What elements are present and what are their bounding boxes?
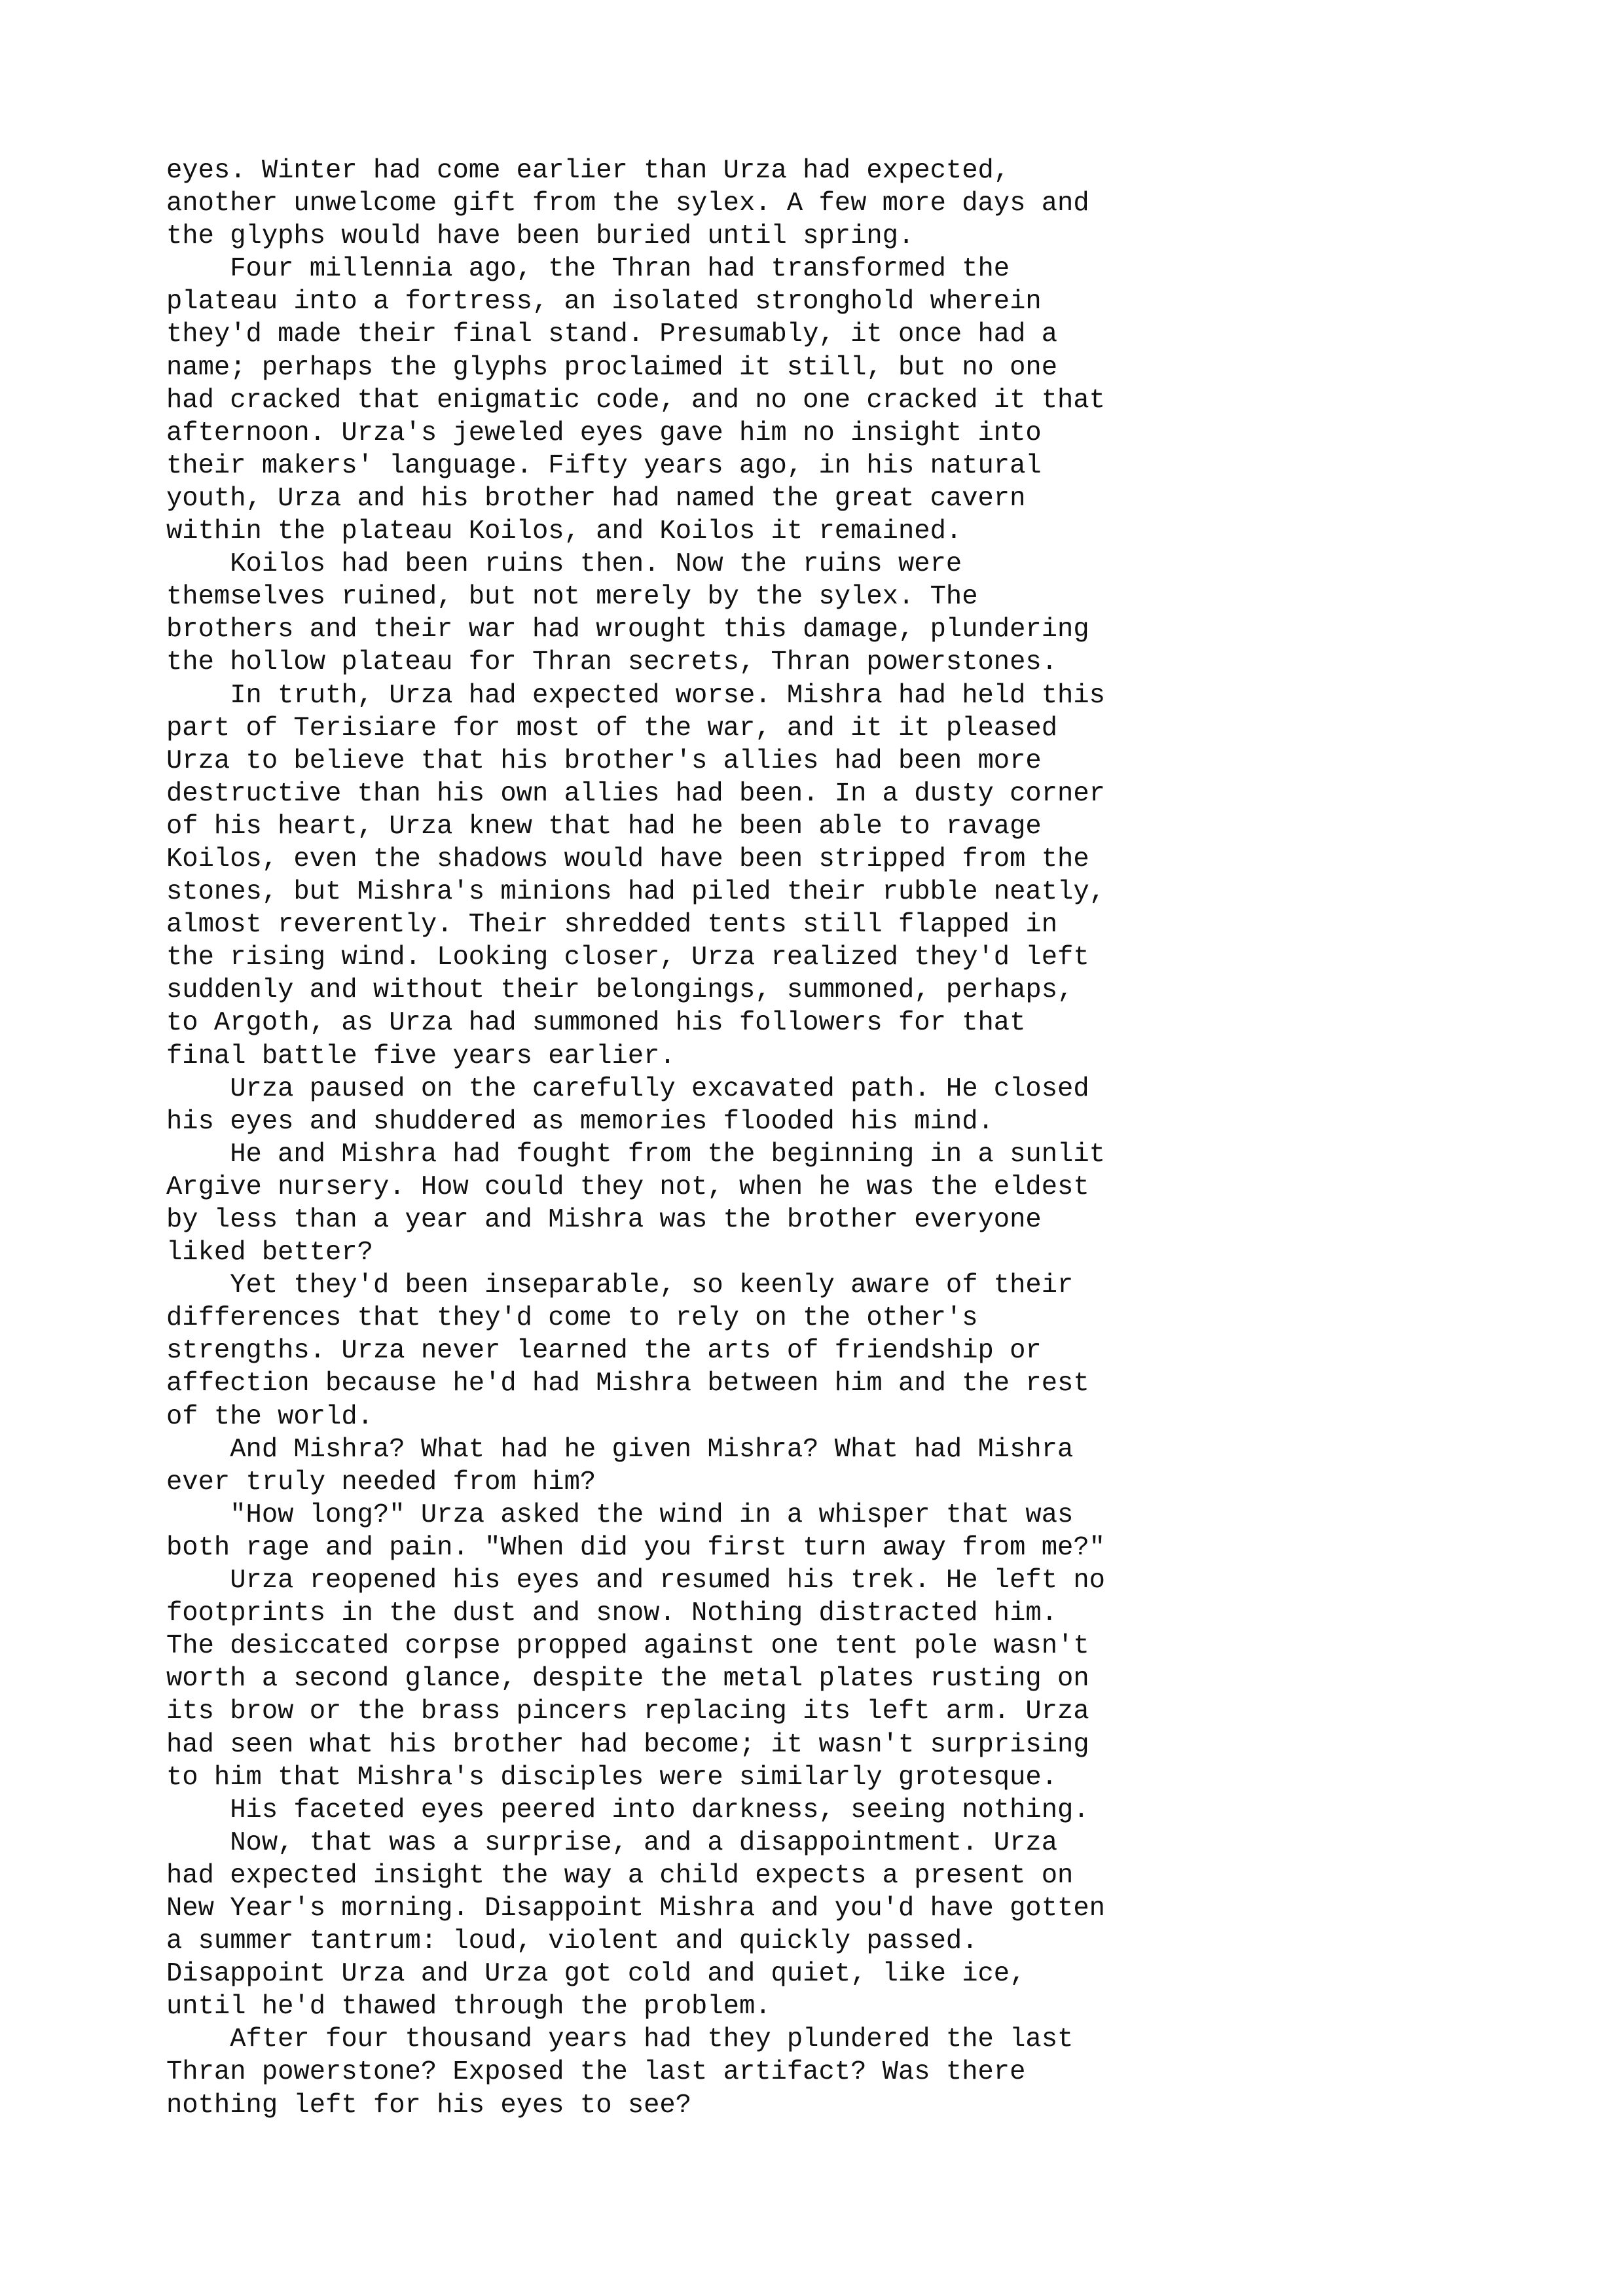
text-line: until he'd thawed through the problem. bbox=[166, 1992, 771, 2022]
text-line: by less than a year and Mishra was the brother everyone bbox=[166, 1205, 1042, 1235]
text-line: Disappoint Urza and Urza got cold and quiet, like ice, bbox=[166, 1959, 1026, 1990]
text-line: both rage and pain. "When did you first turn away from me?" bbox=[166, 1532, 1105, 1563]
text-line: Urza paused on the carefully excavated path. He closed bbox=[166, 1073, 1089, 1104]
text-line: its brow or the brass pincers replacing its left arm. Urza bbox=[166, 1696, 1089, 1727]
text-line: Koilos had been ruins then. Now the ruins were bbox=[166, 549, 962, 580]
text-line: "How long?" Urza asked the wind in a whisper that was bbox=[166, 1499, 1074, 1530]
text-line: had expected insight the way a child expects a present on bbox=[166, 1860, 1074, 1891]
text-line: themselves ruined, but not merely by the sylex. The bbox=[166, 582, 978, 613]
text-line: his eyes and shuddered as memories flooded his mind. bbox=[166, 1106, 994, 1137]
text-line: of his heart, Urza knew that had he been able to ravage bbox=[166, 811, 1042, 842]
text-line: name; perhaps the glyphs proclaimed it still, but no one bbox=[166, 352, 1058, 383]
text-line: part of Terisiare for most of the war, and it it pleased bbox=[166, 713, 1058, 744]
text-line: worth a second glance, despite the metal plates rusting on bbox=[166, 1664, 1089, 1695]
text-line: almost reverently. Their shredded tents still flapped in bbox=[166, 910, 1058, 941]
text-line: the rising wind. Looking closer, Urza realized they'd left bbox=[166, 942, 1089, 973]
text-line: within the plateau Koilos, and Koilos it remained. bbox=[166, 516, 962, 547]
text-line: of the world. bbox=[166, 1401, 373, 1432]
text-line: Urza to believe that his brother's allies had been more bbox=[166, 745, 1042, 776]
text-line: Urza reopened his eyes and resumed his trek. He left no bbox=[166, 1566, 1105, 1596]
text-line: eyes. Winter had come earlier than Urza had expected, bbox=[166, 156, 1010, 186]
text-line: He and Mishra had fought from the beginning in a sunlit bbox=[166, 1139, 1105, 1170]
text-line: The desiccated corpse propped against one tent pole wasn't bbox=[166, 1631, 1089, 1662]
text-line: another unwelcome gift from the sylex. A few more days and bbox=[166, 188, 1089, 219]
text-line: suddenly and without their belongings, summoned, perhaps, bbox=[166, 975, 1074, 1006]
text-line: to him that Mishra's disciples were similarly grotesque. bbox=[166, 1762, 1058, 1793]
text-line: ever truly needed from him? bbox=[166, 1467, 596, 1498]
text-line: nothing left for his eyes to see? bbox=[166, 2090, 692, 2121]
text-line: destructive than his own allies had been. In a dusty corner bbox=[166, 778, 1105, 809]
text-line: the glyphs would have been buried until spring. bbox=[166, 221, 915, 252]
text-line: Argive nursery. How could they not, when he was the eldest bbox=[166, 1172, 1089, 1202]
body-text bbox=[166, 154, 1188, 2122]
text-line: After four thousand years had they plundered the last bbox=[166, 2024, 1074, 2055]
text-line: youth, Urza and his brother had named the great cavern bbox=[166, 483, 1026, 514]
text-line: footprints in the dust and snow. Nothing distracted him. bbox=[166, 1598, 1058, 1629]
text-line: differences that they'd come to rely on the other's bbox=[166, 1303, 978, 1334]
text-line: a summer tantrum: loud, violent and quickly passed. bbox=[166, 1926, 978, 1957]
text-line: And Mishra? What had he given Mishra? What had Mishra bbox=[166, 1434, 1074, 1465]
text-line: plateau into a fortress, an isolated stronghold wherein bbox=[166, 287, 1042, 317]
text-line: to Argoth, as Urza had summoned his followers for that bbox=[166, 1008, 1026, 1039]
text-line: Yet they'd been inseparable, so keenly aware of their bbox=[166, 1270, 1074, 1301]
text-line: had cracked that enigmatic code, and no one cracked it that bbox=[166, 385, 1105, 416]
text-line: they'd made their final stand. Presumably, it once had a bbox=[166, 319, 1058, 350]
text-line: final battle five years earlier. bbox=[166, 1041, 676, 1071]
text-line: their makers' language. Fifty years ago, in his natural bbox=[166, 450, 1042, 481]
text-line: the hollow plateau for Thran secrets, Thran powerstones. bbox=[166, 647, 1058, 678]
text-line: strengths. Urza never learned the arts of friendship or bbox=[166, 1336, 1042, 1367]
text-line: afternoon. Urza's jeweled eyes gave him no insight into bbox=[166, 418, 1042, 448]
text-line: In truth, Urza had expected worse. Mishra had held this bbox=[166, 680, 1105, 711]
text-line: liked better? bbox=[166, 1238, 373, 1268]
text-line: Thran powerstone? Exposed the last artifact? Was there bbox=[166, 2057, 1026, 2088]
text-line: brothers and their war had wrought this damage, plundering bbox=[166, 615, 1089, 645]
text-line: Four millennia ago, the Thran had transformed the bbox=[166, 254, 1010, 285]
text-line: stones, but Mishra's minions had piled their rubble neatly, bbox=[166, 877, 1105, 908]
text-line: Now, that was a surprise, and a disappointment. Urza bbox=[166, 1827, 1058, 1858]
text-line: Koilos, even the shadows would have been stripped from the bbox=[166, 844, 1089, 874]
text-line: His faceted eyes peered into darkness, seeing nothing. bbox=[166, 1795, 1089, 1825]
text-line: New Year's morning. Disappoint Mishra and you'd have gotten bbox=[166, 1893, 1105, 1924]
text-line: affection because he'd had Mishra between him and the rest bbox=[166, 1369, 1089, 1399]
text-line: had seen what his brother had become; it wasn't surprising bbox=[166, 1729, 1089, 1760]
